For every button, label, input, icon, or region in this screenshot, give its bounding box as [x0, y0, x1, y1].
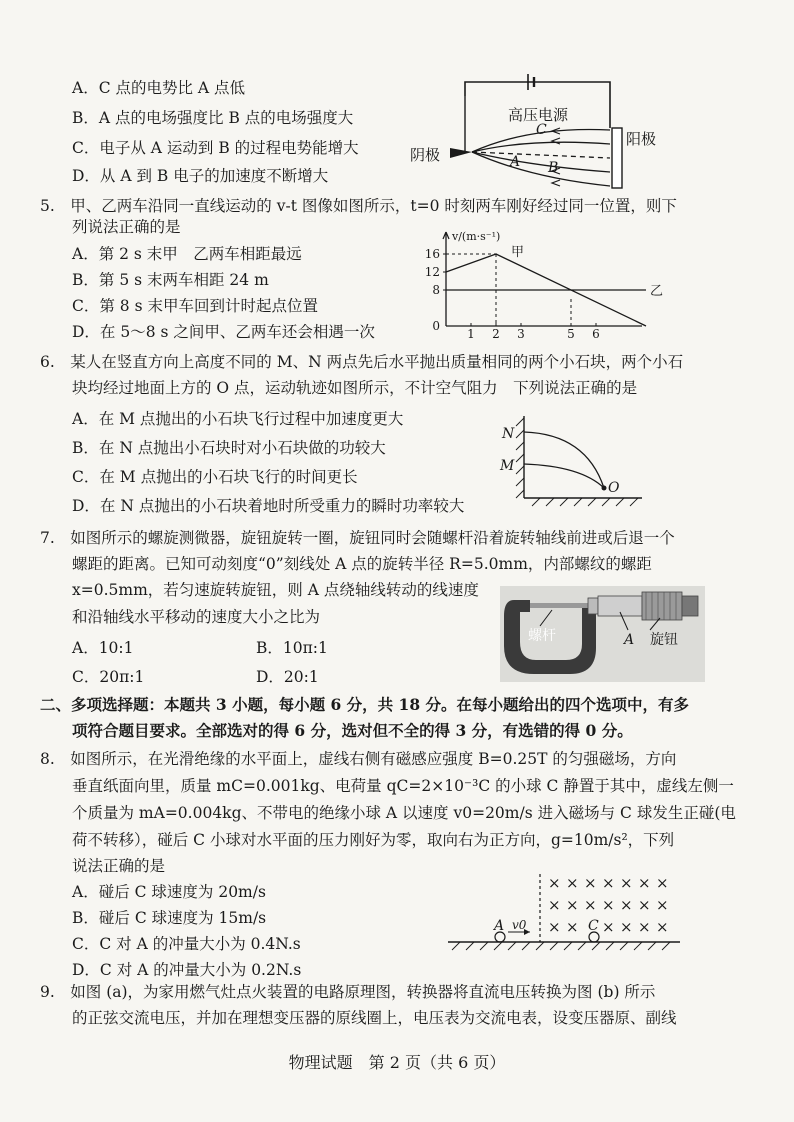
x-tick-label: 6 [592, 327, 600, 341]
q5-option-b: B．第 5 s 末两车相距 24 m [72, 271, 269, 289]
ball-a-label: A [494, 918, 505, 934]
q4-option-c: C．电子从 A 运动到 B 的过程电势能增大 [72, 139, 359, 157]
knob-label: 旋钮 [650, 632, 678, 648]
field-cross: × [548, 874, 561, 892]
x-tick-label: 5 [567, 327, 575, 341]
field-cross: × [548, 918, 561, 936]
q8-option-a: A．碰后 C 球速度为 20m/s [72, 883, 266, 901]
x-tick-label: 3 [517, 327, 525, 341]
q6-stem-1: 6. 某人在竖直方向上高度不同的 M、N 两点先后水平抛出质量相同的两个小石块，两个小石 [40, 353, 684, 371]
y-tick-label: 16 [424, 247, 440, 261]
q6-option-b: B．在 N 点抛出小石块时对小石块做的功较大 [72, 439, 386, 457]
point-m-label: M [500, 458, 515, 474]
cathode-label: 阴极 [410, 146, 441, 164]
projectile-figure [496, 412, 646, 506]
micrometer-figure [500, 586, 705, 682]
q7-option-a: A．10:1 [72, 639, 134, 657]
q9-stem-1: 9. 如图 (a)，为家用燃气灶点火装置的电路原理图，转换器将直流电压转换为图 (b) 所示 [40, 983, 656, 1001]
q5-option-c: C．第 8 s 末甲车回到计时起点位置 [72, 297, 318, 315]
field-cross: × [620, 918, 633, 936]
q8-option-b: B．碰后 C 球速度为 15m/s [72, 909, 267, 927]
field-cross: × [584, 874, 597, 892]
field-cross: × [548, 896, 561, 914]
field-cross: × [602, 918, 615, 936]
field-cross: × [638, 874, 651, 892]
q5-option-d: D．在 5～8 s 之间甲、乙两车还会相遇一次 [72, 323, 375, 341]
field-cross: × [566, 918, 579, 936]
q7-stem-2: 螺距的距离。已知可动刻度“0”刻线处 A 点的旋转半径 R=5.0mm，内部螺纹的螺距 [72, 555, 652, 573]
q8-stem-5: 说法正确的是 [72, 857, 166, 875]
page-footer: 物理试题 第 2 页（共 6 页） [288, 1053, 506, 1072]
y-tick-label: 12 [424, 265, 440, 279]
point-b-label: B [548, 160, 559, 176]
screw-label: 螺杆 [528, 628, 556, 644]
cathode-ray-figure [410, 68, 655, 200]
q4-option-b: B．A 点的电场强度比 B 点的电场强度大 [72, 109, 354, 127]
series-label: 乙 [650, 284, 664, 299]
y-tick-label: 8 [432, 283, 440, 297]
q8-stem-4: 荷不转移），碰后 C 小球对水平面的压力刚好为零，取向右为正方向，g=10m/s²，下列 [72, 831, 675, 849]
field-cross: × [656, 896, 669, 914]
q5-stem-2: 列说法正确的是 [72, 218, 181, 236]
x-tick-label: 2 [492, 327, 500, 341]
point-a-label: A [624, 632, 635, 648]
ball-c-label: C [588, 918, 599, 934]
q7-option-b: B．10π:1 [256, 639, 328, 657]
field-cross: × [602, 896, 615, 914]
magnetic-field-figure [444, 872, 684, 958]
field-cross: × [566, 896, 579, 914]
section2-line-2: 项符合题目要求。全部选对的得 6 分，选对但不全的得 3 分，有选错的得 0 分。 [72, 721, 633, 740]
field-cross: × [602, 874, 615, 892]
q7-option-c: C．20π:1 [72, 668, 145, 686]
q8-option-d: D．C 对 A 的冲量大小为 0.2N.s [72, 961, 302, 979]
series-label: 甲 [511, 245, 525, 260]
q8-stem-3: 个质量为 mA=0.004kg、不带电的绝缘小球 A 以速度 v0=20m/s 进入磁场与 C 球发生正碰(电 [72, 804, 736, 822]
q4-option-d: D．从 A 到 B 电子的加速度不断增大 [72, 167, 329, 185]
field-cross: × [638, 918, 651, 936]
point-a-label: A [510, 154, 521, 170]
y-axis-label: v/(m·s⁻¹) [452, 230, 501, 243]
power-label: 高压电源 [507, 106, 569, 124]
field-cross: × [656, 918, 669, 936]
q6-option-c: C．在 M 点抛出的小石块飞行的时间更长 [72, 468, 358, 486]
q5-option-a: A．第 2 s 末甲 乙两车相距最远 [72, 245, 302, 263]
section2-line-1: 二、多项选择题：本题共 3 小题，每小题 6 分，共 18 分。在每小题给出的四个选项中，有多 [40, 695, 690, 714]
q8-option-c: C．C 对 A 的冲量大小为 0.4N.s [72, 935, 301, 953]
q6-option-a: A．在 M 点抛出的小石块飞行过程中加速度更大 [72, 410, 404, 428]
q6-option-d: D．在 N 点抛出的小石块着地时所受重力的瞬时功率较大 [72, 497, 465, 515]
field-cross: × [620, 874, 633, 892]
point-c-label: C [536, 122, 547, 138]
field-cross: × [584, 896, 597, 914]
point-n-label: N [502, 426, 515, 442]
q8-stem-2: 垂直纸面向里，质量 mC=0.001kg、电荷量 qC=2×10⁻³C 的小球 C 静置于其中，虚线左侧一 [72, 777, 734, 795]
q4-option-a: A．C 点的电势比 A 点低 [72, 79, 246, 97]
velocity-label: v0 [512, 918, 527, 932]
point-o-label: O [608, 480, 620, 496]
q7-option-d: D．20:1 [256, 668, 319, 686]
x-tick-label: 1 [467, 327, 475, 341]
q8-stem-1: 8. 如图所示，在光滑绝缘的水平面上，虚线右侧有磁感应强度 B=0.25T 的匀强磁场，方向 [40, 750, 677, 768]
q6-stem-2: 块均经过地面上方的 O 点，运动轨迹如图所示，不计空气阻力 下列说法正确的是 [72, 379, 638, 397]
y-tick-label: 0 [432, 319, 440, 333]
q5-stem-1: 5. 甲、乙两车沿同一直线运动的 v-t 图像如图所示，t=0 时刻两车刚好经过同一位置，则下 [40, 197, 677, 215]
q7-stem-4: 和沿轴线水平移动的速度大小之比为 [72, 608, 321, 626]
q7-stem-1: 7. 如图所示的螺旋测微器，旋钮旋转一圈，旋钮同时会随螺杆沿着旋转轴线前进或后退一个 [40, 529, 675, 547]
field-cross: × [566, 874, 579, 892]
field-cross: × [656, 874, 669, 892]
field-cross: × [620, 896, 633, 914]
vt-chart [412, 226, 664, 341]
anode-label: 阳极 [626, 130, 657, 148]
field-cross: × [638, 896, 651, 914]
q7-stem-3: x=0.5mm，若匀速旋转旋钮，则 A 点绕轴线转动的线速度 [72, 581, 479, 599]
q9-stem-2: 的正弦交流电压，并加在理想变压器的原线圈上，电压表为交流电表，设变压器原、副线 [72, 1009, 677, 1027]
